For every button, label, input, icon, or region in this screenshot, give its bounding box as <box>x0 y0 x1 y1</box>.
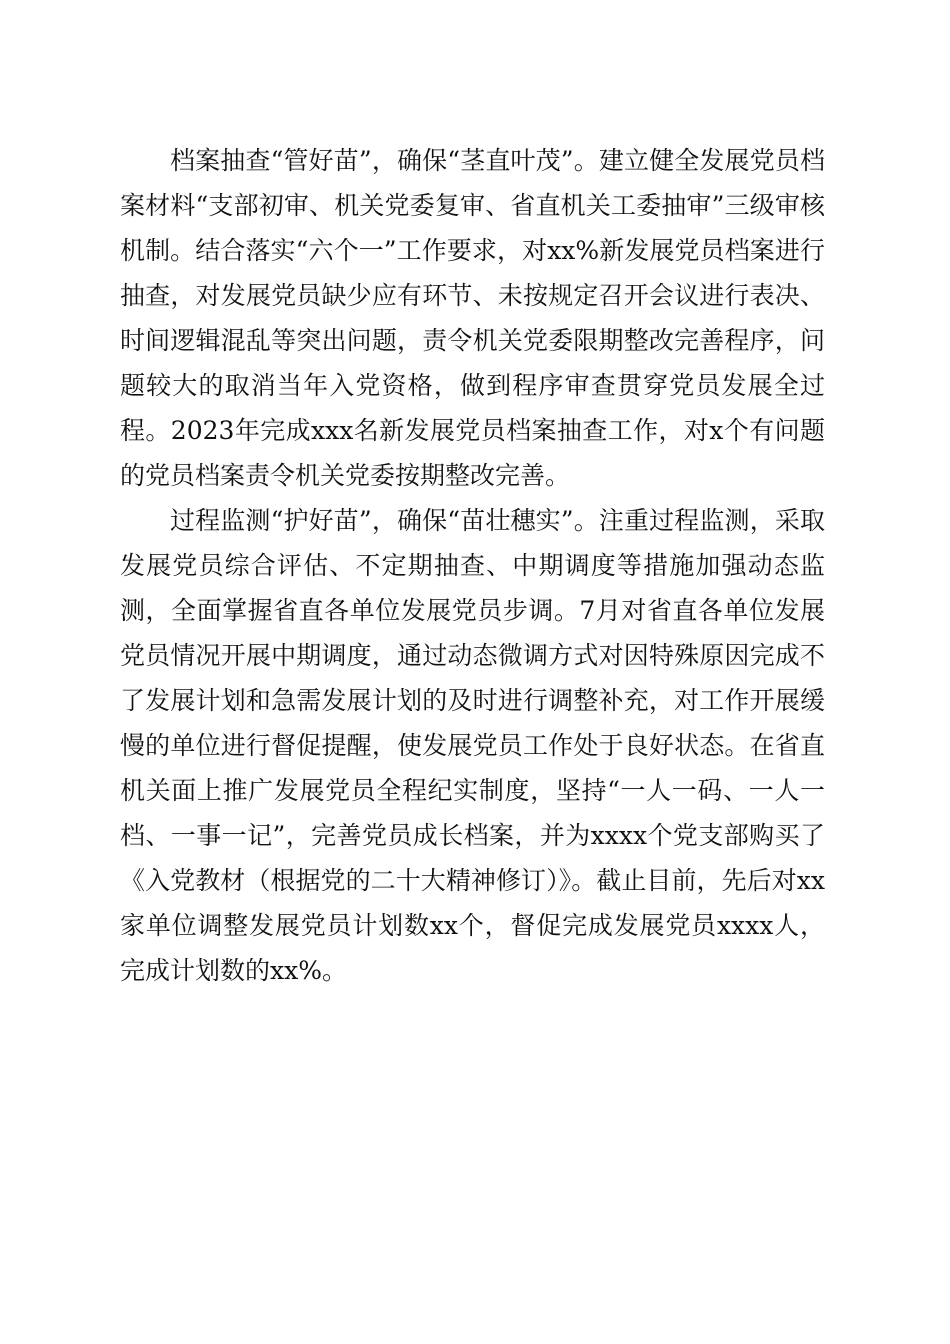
paragraph-process-monitoring: 过程监测“护好苗”，确保“苗壮穗实”。注重过程监测，采取发展党员综合评估、不定期抽查、中期调度等措施加强动态监测，全面掌握省直各单位发展党员步调。7月对省直各单位发展党员情况开展中期调度，通过动态微调方式对因特殊原因完成不了发展计划和急需发展计划的及时进行调整补充，对工作开展缓慢的单位进行督促提醒，使发展党员工作处于良好状态。在省直机关面上推广发展党员全程纪实制度，坚持“一人一码、一人一档、一事一记”，完善党员成长档案，并为xxxx个党支部购买了《入党教材（根据党的二十大精神修订）》。截止目前，先后对xx家单位调整发展党员计划数xx个，督促完成发展党员xxxx人，完成计划数的xx%。 <box>120 506 825 985</box>
document-body <box>120 138 825 993</box>
paragraph-archive-check: 档案抽查“管好苗”，确保“茎直叶茂”。建立健全发展党员档案材料“支部初审、机关党委复审、省直机关工委抽审”三级审核机制。结合落实“六个一”工作要求，对xx%新发展党员档案进行抽查，对发展党员缺少应有环节、未按规定召开会议进行表决、时间逻辑混乱等突出问题，责令机关党委限期整改完善程序，问题较大的取消当年入党资格，做到程序审查贯穿党员发展全过程。2023年完成xxx名新发展党员档案抽查工作，对x个有问题的党员档案责令机关党委按期整改完善。 <box>120 146 825 490</box>
